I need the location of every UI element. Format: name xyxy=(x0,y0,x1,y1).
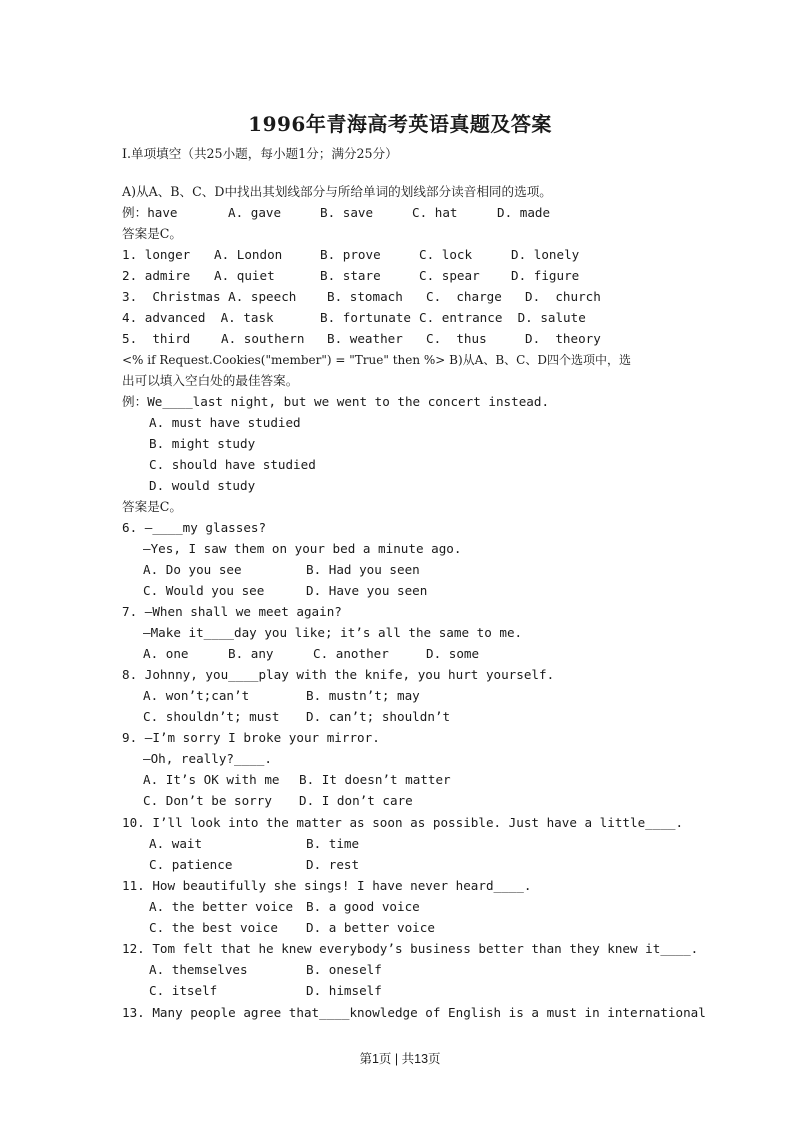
part-b-instruction: <% if Request.Cookies("member") = "True" then %> B)从A、B、C、D四个选项中，选 xyxy=(122,353,631,367)
question-word: 5. third xyxy=(122,331,191,346)
option-c: C. entrance D. salute xyxy=(419,310,586,325)
option-a: A. southern xyxy=(221,331,305,346)
question-stem: 7. —When shall we meet again? xyxy=(122,604,342,619)
part-b-example-option: D. would study xyxy=(149,478,256,493)
part-a-instruction: A)从A、B、C、D中找出其划线部分与所给单词的划线部分读音相同的选项。 xyxy=(122,184,552,199)
option-d: D. some xyxy=(426,646,480,661)
example-option-b: B. save xyxy=(320,205,374,220)
option-b: B. time xyxy=(306,836,360,851)
question-word: 3. Christmas A. speech xyxy=(122,289,297,304)
example-option-a: A. gave xyxy=(228,205,282,220)
option-a: A. the better voice xyxy=(149,899,294,914)
option-b: B. Had you seen xyxy=(306,562,420,577)
option-b: B. a good voice xyxy=(306,899,420,914)
option-b: B. fortunate xyxy=(320,310,411,325)
question-stem: 10. I’ll look into the matter as soon as possible. Just have a little____. xyxy=(122,815,684,830)
option-d: D. lonely xyxy=(511,247,580,262)
option-a: A. Do you see xyxy=(143,562,242,577)
part-b-answer: 答案是C。 xyxy=(122,499,183,514)
option-a: A. themselves xyxy=(149,962,248,977)
question-dialogue: —Oh, really?____. xyxy=(143,751,272,766)
option-c: C. patience xyxy=(149,857,233,872)
page-footer: 第1页 | 共13页 xyxy=(359,1052,441,1066)
option-c: C. shouldn’t; must xyxy=(143,709,280,724)
example-option-c: C. hat xyxy=(412,205,458,220)
option-c: C. itself xyxy=(149,983,218,998)
section-heading: Ⅰ.单项填空（共25小题，每小题1分；满分25分） xyxy=(122,146,398,161)
part-b-example-option: B. might study xyxy=(149,436,256,451)
option-d: D. Have you seen xyxy=(306,583,428,598)
part-b-example-option: C. should have studied xyxy=(149,457,316,472)
question-stem: 11. How beautifully she sings! I have never heard____. xyxy=(122,878,532,893)
option-d: D. church xyxy=(525,289,601,304)
option-d: D. a better voice xyxy=(306,920,435,935)
option-a: A. one xyxy=(143,646,189,661)
document-title: 1996年青海高考英语真题及答案 xyxy=(248,112,552,136)
option-b: B. any xyxy=(228,646,274,661)
question-stem: 6. —____my glasses? xyxy=(122,520,267,535)
question-word: 1. longer xyxy=(122,247,191,262)
option-d: D. himself xyxy=(306,983,382,998)
option-c: C. spear xyxy=(419,268,480,283)
option-c: C. charge xyxy=(426,289,502,304)
option-b: B. prove xyxy=(320,247,381,262)
option-c: C. thus xyxy=(426,331,487,346)
option-c: C. lock xyxy=(419,247,473,262)
option-d: D. rest xyxy=(306,857,360,872)
option-b: B. mustn’t; may xyxy=(306,688,420,703)
option-a: A. won’t;can’t xyxy=(143,688,250,703)
option-c: C. Would you see xyxy=(143,583,265,598)
question-word: 4. advanced A. task xyxy=(122,310,274,325)
option-a: A. wait xyxy=(149,836,203,851)
question-stem: 13. Many people agree that____knowledge of English is a must in international xyxy=(122,1005,706,1020)
option-b: B. It doesn’t matter xyxy=(299,772,451,787)
question-stem: 9. —I’m sorry I broke your mirror. xyxy=(122,730,380,745)
option-b: B. oneself xyxy=(306,962,382,977)
option-b: B. weather xyxy=(327,331,403,346)
question-dialogue: —Make it____day you like; it’s all the same to me. xyxy=(143,625,523,640)
option-d: D. can’t; shouldn’t xyxy=(306,709,451,724)
question-stem: 8. Johnny, you____play with the knife, you hurt yourself. xyxy=(122,667,555,682)
option-b: B. stare xyxy=(320,268,381,283)
part-b-example-option: A. must have studied xyxy=(149,415,301,430)
question-stem: 12. Tom felt that he knew everybody’s business better than they knew it____. xyxy=(122,941,699,956)
part-a-answer: 答案是C。 xyxy=(122,226,183,241)
question-word: 2. admire xyxy=(122,268,191,283)
option-d: D. theory xyxy=(525,331,601,346)
example-option-d: D. made xyxy=(497,205,551,220)
option-a: A. It’s OK with me xyxy=(143,772,280,787)
option-c: C. Don’t be sorry xyxy=(143,793,272,808)
option-a: A. London xyxy=(214,247,283,262)
example-word: 例：have xyxy=(122,205,178,220)
option-c: C. another xyxy=(313,646,389,661)
option-d: D. figure xyxy=(511,268,580,283)
option-d: D. I don’t care xyxy=(299,793,413,808)
option-b: B. stomach xyxy=(327,289,403,304)
part-b-instruction-cont: 出可以填入空白处的最佳答案。 xyxy=(122,373,299,388)
part-b-example-stem: 例：We____last night, but we went to the concert instead. xyxy=(122,394,550,409)
question-dialogue: —Yes, I saw them on your bed a minute ago. xyxy=(143,541,462,556)
option-a: A. quiet xyxy=(214,268,275,283)
option-c: C. the best voice xyxy=(149,920,278,935)
